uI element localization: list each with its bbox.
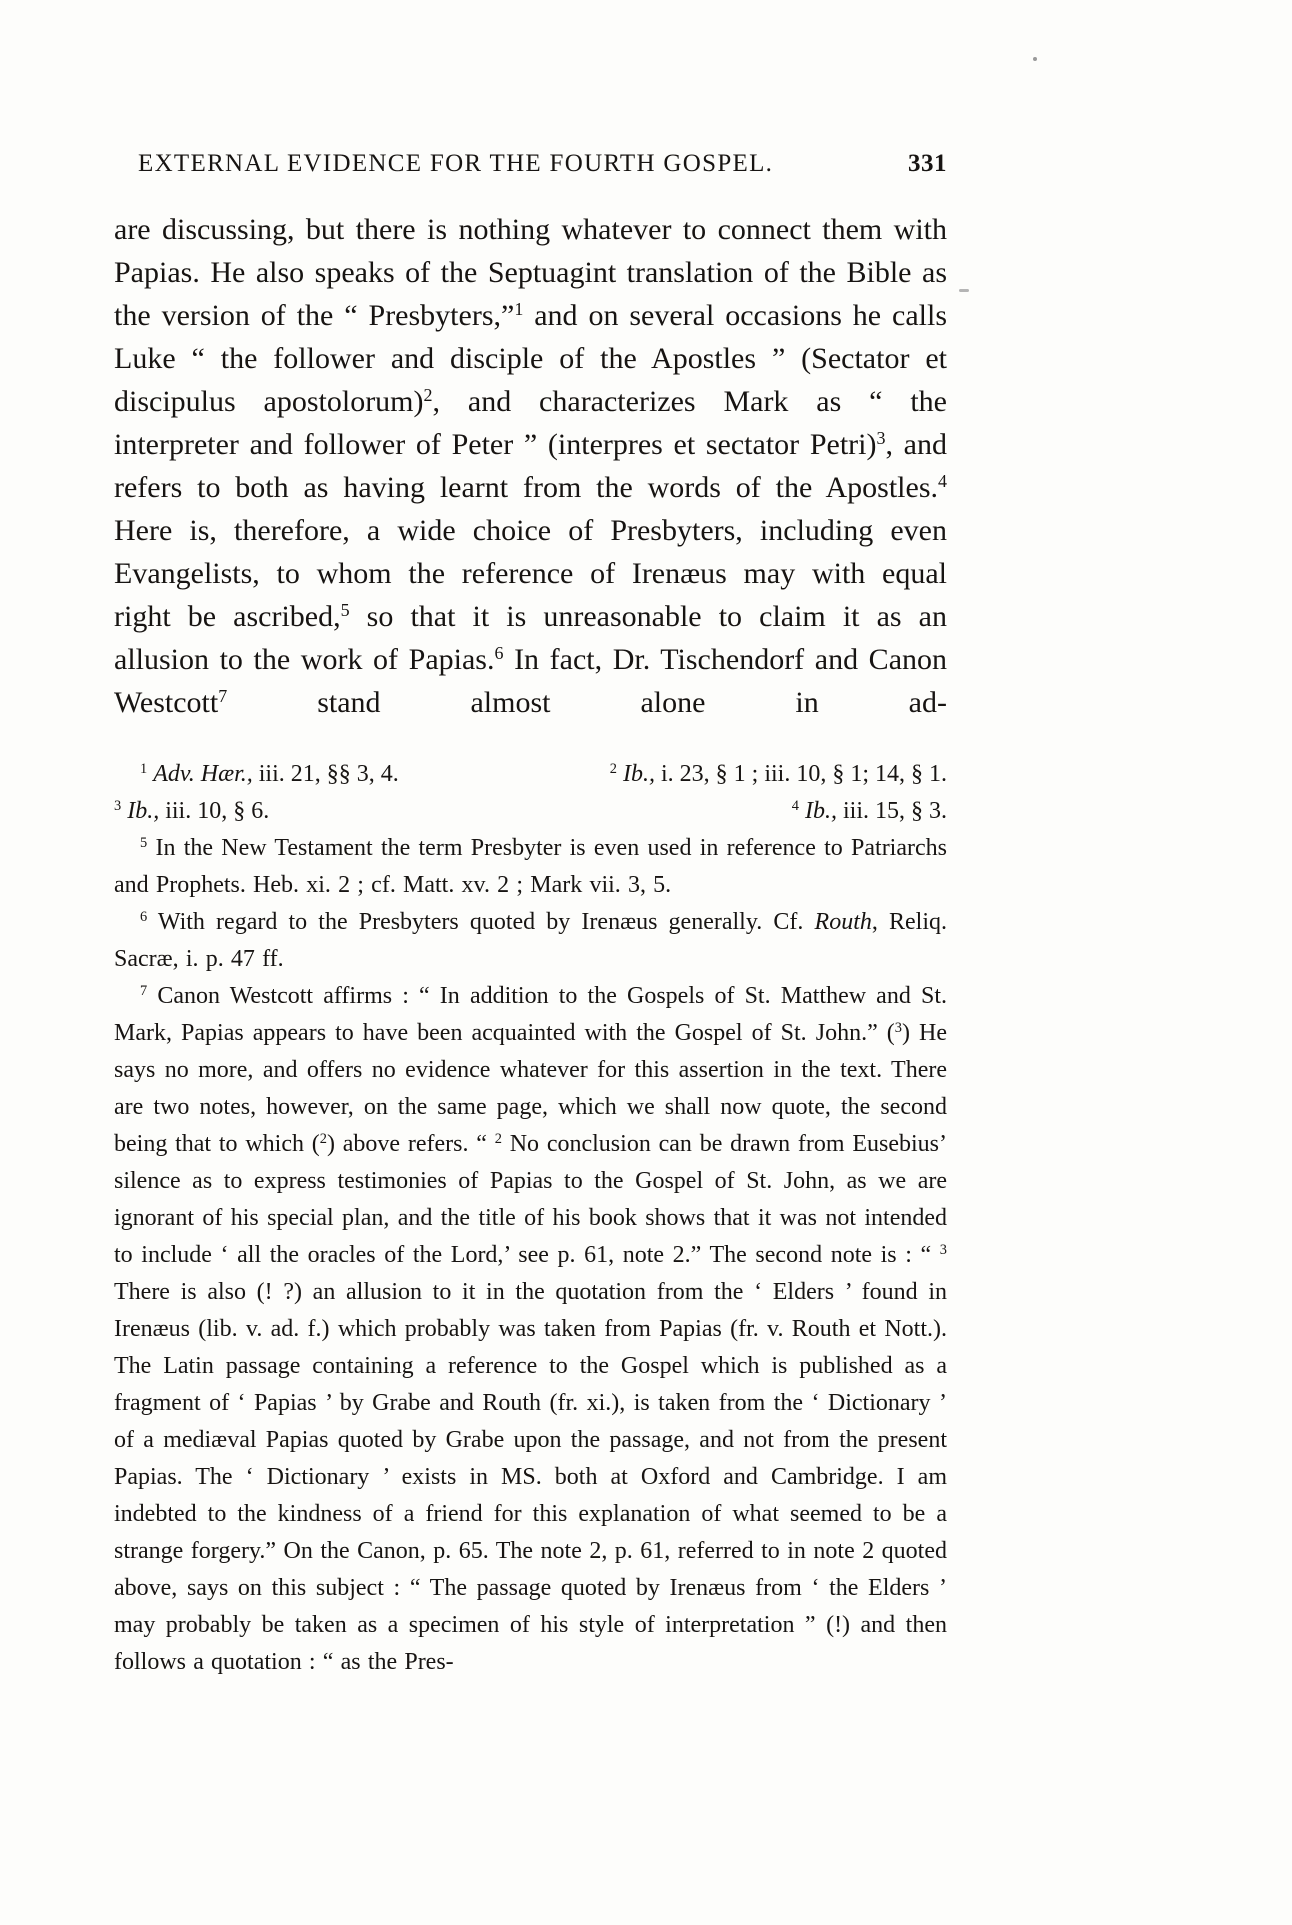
- scan-artifact-dot: [1033, 57, 1037, 61]
- body-paragraph: are discussing, but there is nothing whatever to connect them with Papias. He also speaks of the Septuagint translation of the Bible as the version of the “ Presbyters,”$^1$ and on several occasions he calls Luke “ the follower and disciple of the Apostles ” (Sectator et discipulus apostolorum)$^2$, and characterizes Mark as “ the interpreter and follower of Peter ” (interpres et sectator Petri)$^3$, and refers to both as having learnt from the words of the Apostles.$^4$ Here is, therefore, a wide choice of Presbyters, including even Evangelists, to whom the reference of Irenæus may with equal right be ascribed,$^5$ so that it is unreasonable to claim it as an allusion to the work of Papias.$^6$ In fact, Dr. Tischendorf and Canon Westcott$^7$ stand almost alone in ad-: [114, 213, 948, 719]
- footnote-5: $^5$ In the New Testament the term Presbyter is even used in reference to Patriarchs and Prophets. Heb. xi. 2 ; cf. Matt. xv. 2 ; Mark vii. 3, 5.: [114, 835, 947, 898]
- footnote-6: $^6$ With regard to the Presbyters quoted by Irenæus generally. Cf. Routh, Reliq. Sacræ, i. p. 47 ff.: [114, 909, 947, 972]
- footnote-row-2: [114, 793, 947, 830]
- footnote-3: $^3$ Ib., iii. 10, § 6.: [114, 798, 270, 824]
- footnote-row-1: [114, 756, 947, 793]
- page-number: 331: [908, 150, 947, 177]
- footnote-4: $^4$ Ib., iii. 15, § 3.: [791, 798, 947, 824]
- footnotes-section: [114, 756, 947, 1681]
- scan-artifact-mark: [959, 289, 969, 292]
- page-title: EXTERNAL EVIDENCE FOR THE FOURTH GOSPEL.: [138, 150, 774, 177]
- footnote-1: $^1$ Adv. Hær., iii. 21, §§ 3, 4.: [140, 761, 399, 787]
- page-content: [114, 150, 947, 1681]
- footnote-2: $^2$ Ib., i. 23, § 1 ; iii. 10, § 1; 14, § 1.: [609, 761, 947, 787]
- running-head: [114, 150, 947, 178]
- footnote-7: $^7$ Canon Westcott affirms : “ In addition to the Gospels of St. Matthew and St. Mark, Papias appears to have been acquainted with the Gospel of St. John.” ($^3$) He says no more, and offers no evidence whatever for this assertion in the text. There are two notes, however, on the same page, which we shall now quote, the second being that to which ($^2$) above refers. “ $^2$ No conclusion can be drawn from Eusebius’ silence as to express testimonies of Papias to the Gospel of St. John, as we are ignorant of his special plan, and the title of his book shows that it was not intended to include ‘ all the oracles of the Lord,’ see p. 61, note 2.” The second note is : “ $^3$ There is also (! ?) an allusion to it in the quotation from the ‘ Elders ’ found in Irenæus (lib. v. ad. f.) which probably was taken from Papias (fr. v. Routh et Nott.). The Latin passage containing a reference to the Gospel which is published as a fragment of ‘ Papias ’ by Grabe and Routh (fr. xi.), is taken from the ‘ Dictionary ’ of a mediæval Papias quoted by Grabe upon the passage, and not from the present Papias. The ‘ Dictionary ’ exists in MS. both at Oxford and Cambridge. I am indebted to the kindness of a friend for this explanation of what seemed to be a strange forgery.” On the Canon, p. 65. The note 2, p. 61, referred to in note 2 quoted above, says on this subject : “ The passage quoted by Irenæus from ‘ the Elders ’ may probably be taken as a specimen of his style of interpretation ” (!) and then follows a quotation : “ as the Pres-: [114, 983, 947, 1675]
